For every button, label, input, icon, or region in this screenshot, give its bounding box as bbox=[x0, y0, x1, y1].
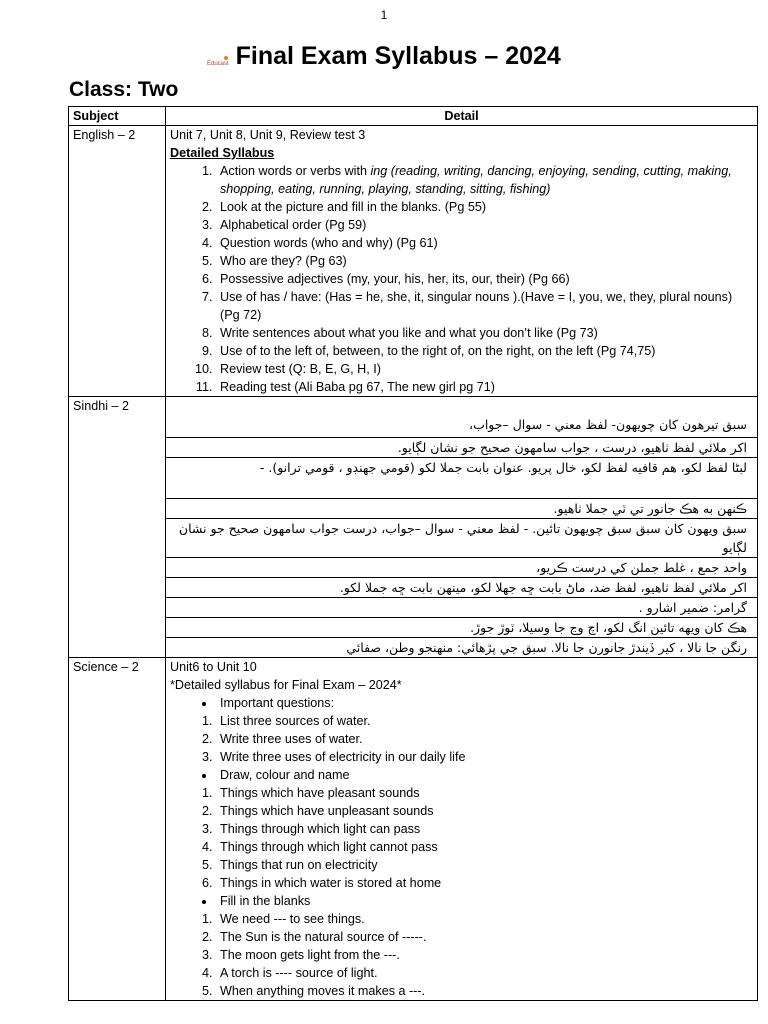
science-list bbox=[170, 712, 753, 766]
sindhi-line: ڪنهن به هڪ جانور تي ٽي جملا ٺاهيو. bbox=[166, 499, 757, 519]
list-item: 2. Things which have unpleasant sounds bbox=[216, 802, 753, 820]
title-row bbox=[0, 42, 768, 71]
list-item: 8. Write sentences about what you like and what you don’t like (Pg 73) bbox=[216, 324, 753, 342]
sindhi-line: رنگن جا نالا ، کير ڏيندڙ جانورن جا نالا. سبق جي پڙهائي: منهنجو وطن، صفائي bbox=[346, 640, 747, 655]
science-subject: Science – 2 bbox=[69, 658, 166, 1001]
list-item: 5. When anything moves it makes a ---. bbox=[216, 982, 753, 1000]
science-row bbox=[69, 658, 758, 1001]
list-item: 7. Use of has / have: (Has = he, she, it, singular nouns ).(Have = I, you, we, they, plural nouns) (Pg 72) bbox=[216, 288, 753, 324]
science-heading-list bbox=[170, 766, 753, 784]
list-item: 4. A torch is ---- source of light. bbox=[216, 964, 753, 982]
english-row bbox=[69, 126, 758, 397]
educast-logo bbox=[207, 55, 229, 67]
list-item: 1. Action words or verbs with ing (reading, writing, dancing, enjoying, sending, cutting, making, shopping, eating, running, playing, standing, sitting, fishing) bbox=[216, 162, 753, 198]
table-header-row bbox=[69, 107, 758, 126]
sindhi-line: لبڻا لفظ لکو، هم قافيه لفظ لکو، خال پريو. عنوان بابت جملا لکو (قومي جهنڊو ، قومي ترانو). - bbox=[166, 458, 757, 499]
section-heading: • Fill in the blanks bbox=[216, 892, 753, 910]
list-item: 1. Things which have pleasant sounds bbox=[216, 784, 753, 802]
list-item: 5. Who are they? (Pg 63) bbox=[216, 252, 753, 270]
list-item: 6. Things in which water is stored at home bbox=[216, 874, 753, 892]
list-item: 1. List three sources of water. bbox=[216, 712, 753, 730]
detail-header: Detail bbox=[166, 107, 758, 126]
english-detail bbox=[166, 126, 758, 397]
logo-text: Educast bbox=[207, 60, 229, 67]
list-item: 2. Write three uses of water. bbox=[216, 730, 753, 748]
sindhi-line: سبق ويهون کان سبق سبق چويهون تائين. - لفظ معني - سوال –جواب، درست جواب سامهون صحيح جو نشان لڳايو bbox=[166, 519, 757, 558]
science-heading-list bbox=[170, 694, 753, 712]
section-heading: • Important questions: bbox=[216, 694, 753, 712]
science-heading-list bbox=[170, 892, 753, 910]
list-item: 3. Write three uses of electricity in our daily life bbox=[216, 748, 753, 766]
sindhi-detail bbox=[166, 397, 758, 658]
science-units: Unit6 to Unit 10 bbox=[170, 660, 257, 674]
list-item: 3. The moon gets light from the ---. bbox=[216, 946, 753, 964]
sindhi-line: هڪ کان ويهه تائين انگ لکو، اچ وڃ جا وسيلا، ٽوڙ جوڙ. bbox=[166, 618, 757, 638]
sindhi-line: گرامر: ضمير اشارو . bbox=[166, 598, 757, 618]
page-title: Final Exam Syllabus – 2024 bbox=[235, 42, 561, 70]
science-list bbox=[170, 910, 753, 1000]
list-item: 10. Review test (Q: B, E, G, H, I) bbox=[216, 360, 753, 378]
list-item: 1. We need --- to see things. bbox=[216, 910, 753, 928]
english-detailed-label: Detailed Syllabus bbox=[170, 146, 275, 160]
list-item: 4. Question words (who and why) (Pg 61) bbox=[216, 234, 753, 252]
list-item: 9. Use of to the left of, between, to the right of, on the right, on the left (Pg 74,75) bbox=[216, 342, 753, 360]
list-item: 11. Reading test (Ali Baba pg 67, The new girl pg 71) bbox=[216, 378, 753, 396]
list-item: 3. Things through which light can pass bbox=[216, 820, 753, 838]
list-item: 2. Look at the picture and fill in the blanks. (Pg 55) bbox=[216, 198, 753, 216]
sindhi-line: اکر ملائي لفظ ٺاهيو، درست ، جواب سامهون صحيح جو نشان لڳايو. bbox=[166, 438, 757, 458]
class-label: Class: Two bbox=[69, 78, 179, 101]
subject-header: Subject bbox=[69, 107, 166, 126]
sindhi-line: اکر ملائي لفظ ٺاهيو، لفظ ضد، ماڻ بابت ڇه جهلا لکو، مينهن بابت ڇه جملا لکو. bbox=[166, 578, 757, 598]
page-number: 1 bbox=[380, 8, 388, 22]
list-item: 5. Things that run on electricity bbox=[216, 856, 753, 874]
list-item: 6. Possessive adjectives (my, your, his, her, its, our, their) (Pg 66) bbox=[216, 270, 753, 288]
english-subject: English – 2 bbox=[69, 126, 166, 397]
sindhi-line: واحد جمع ، غلط جملن کي درست ڪريو، bbox=[166, 558, 757, 578]
section-heading: • Draw, colour and name bbox=[216, 766, 753, 784]
english-units: Unit 7, Unit 8, Unit 9, Review test 3 bbox=[170, 128, 366, 142]
sindhi-row bbox=[69, 397, 758, 658]
syllabus-table bbox=[68, 106, 758, 1001]
english-list bbox=[170, 162, 753, 396]
sindhi-line: سبق تيرهون کان چويهون- لفظ معني - سوال –جواب، bbox=[166, 397, 757, 438]
sindhi-subject: Sindhi – 2 bbox=[69, 397, 166, 658]
list-item: 3. Alphabetical order (Pg 59) bbox=[216, 216, 753, 234]
science-detail bbox=[166, 658, 758, 1001]
science-detailed-label: *Detailed syllabus for Final Exam – 2024* bbox=[170, 678, 402, 692]
science-list bbox=[170, 784, 753, 892]
list-item: 4. Things through which light cannot pass bbox=[216, 838, 753, 856]
list-item: 2. The Sun is the natural source of -----. bbox=[216, 928, 753, 946]
